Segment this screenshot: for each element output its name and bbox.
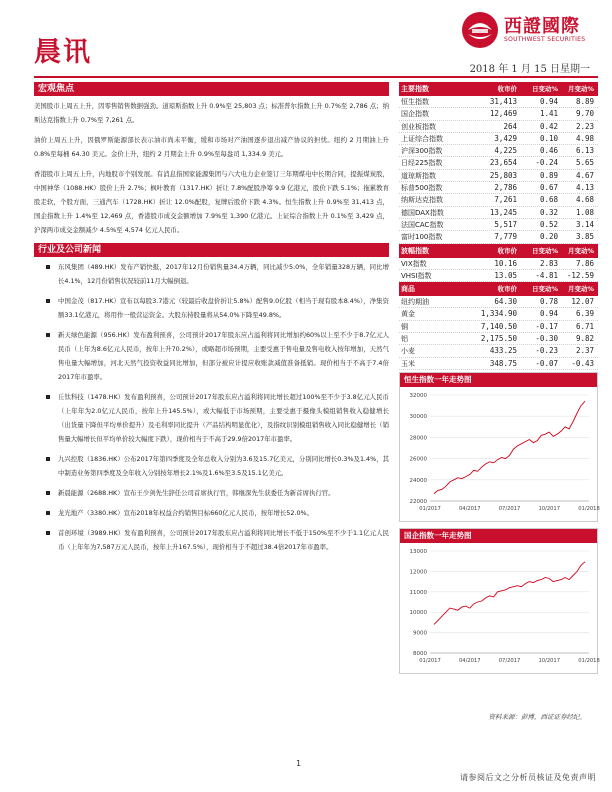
- commodity-cell-close: 433.25: [489, 346, 517, 356]
- index-row: [399, 182, 598, 194]
- volatility-cell-close: 10.16: [494, 258, 517, 268]
- index-cell-close: 4,225: [494, 146, 517, 156]
- x-tick-label: 04/2017: [458, 657, 481, 664]
- volatility-cell-day: 2.83: [539, 258, 558, 268]
- news-text: 东风集团（489.HK）发布产销快报，2017年12月份销售量34.4万辆，同比减少5.0%，全年销量328万辆，同比增长4.1%，12月份销售状况较前11月大幅倒退。: [58, 263, 389, 285]
- index-cell-day: 0.32: [539, 207, 558, 217]
- commodity-cell-day: 0.78: [539, 297, 558, 307]
- bullet-icon: [46, 511, 50, 515]
- volatility-cell-month: 7.86: [575, 258, 594, 268]
- news-item: [34, 294, 389, 322]
- volatility-table-header: [399, 244, 598, 258]
- commodity-cell-month: 2.37: [575, 346, 594, 356]
- news-item: [34, 526, 389, 554]
- x-tick-label: 07/2017: [498, 657, 521, 664]
- index-cell-day: 0.68: [539, 195, 558, 205]
- x-tick-label: 01/2017: [419, 505, 441, 512]
- index-cell-name: 日经225指数: [401, 159, 443, 168]
- masthead-title: 晨讯: [34, 37, 92, 68]
- macro-section-heading: 宏观焦点: [34, 82, 389, 96]
- index-row: [399, 219, 598, 231]
- commodity-cell-name: 小麦: [401, 347, 415, 356]
- hscei-chart-panel: [399, 528, 598, 674]
- commodity-cell-name: 黄金: [401, 310, 415, 319]
- commodity-cell-day: -0.23: [535, 346, 558, 356]
- commodity-cell-close: 2,175.50: [480, 334, 517, 344]
- index-cell-name: 恒生指数: [401, 98, 429, 106]
- footer-disclaimer: 请参阅后文之分析员核证及免责声明: [460, 773, 596, 782]
- index-cell-month: 4.67: [575, 170, 594, 180]
- index-table-body: [399, 96, 598, 244]
- commodity-cell-name: 铜: [401, 322, 408, 331]
- col-header: 波幅指数: [401, 246, 429, 255]
- index-cell-close: 3,429: [494, 133, 517, 143]
- bullet-icon: [46, 299, 50, 303]
- index-row: [399, 170, 598, 182]
- commodity-row: [399, 345, 598, 357]
- index-cell-day: 0.20: [539, 232, 558, 242]
- y-tick-label: 12000: [409, 569, 427, 576]
- index-cell-name: 国企指数: [401, 110, 429, 119]
- index-cell-day: 0.94: [539, 97, 558, 106]
- index-table: [399, 82, 598, 244]
- volatility-cell-name: VIX指数: [401, 259, 427, 268]
- volatility-cell-day: -4.81: [535, 270, 558, 280]
- index-row: [399, 133, 598, 145]
- source-note: 资料来源：彭博，西证证券经纪。: [488, 713, 586, 721]
- x-tick-label: 01/2017: [419, 657, 441, 664]
- index-cell-close: 7,779: [494, 232, 517, 242]
- commodity-cell-month: 9.82: [575, 334, 594, 344]
- col-header: 收市价: [497, 85, 517, 93]
- commodity-row: [399, 308, 598, 320]
- y-tick-label: 9000: [413, 630, 427, 637]
- volatility-table-body: [399, 258, 598, 283]
- commodity-cell-day: 0.94: [539, 309, 558, 319]
- volatility-cell-month: -12.59: [566, 270, 594, 280]
- index-row: [399, 194, 598, 206]
- news-text: 龙光地产（3380.HK）宣布2018年权益合约销售目标660亿元人民币，按年增长52.0%。: [58, 509, 313, 517]
- news-text: 首创环境（3989.HK）发布盈利预喜，公司预计2017年股东应占溢利将同比增长不低于150%至不少于1.1亿元人民币（上年年为7,587万元人民币，按年上升167.5%），现价相当于不超过38.4倍2017年市盈率。: [58, 529, 389, 551]
- index-cell-name: 创业板指数: [401, 122, 436, 131]
- left-column: [34, 82, 389, 560]
- commodity-row: [399, 296, 598, 308]
- y-tick-label: 32000: [409, 392, 427, 399]
- right-column: [399, 82, 598, 674]
- x-tick-label: 10/2017: [538, 505, 561, 512]
- commodity-row: [399, 333, 598, 345]
- index-cell-day: 0.89: [539, 170, 558, 180]
- index-cell-day: 0.52: [539, 219, 558, 229]
- commodity-cell-month: -0.43: [571, 358, 594, 368]
- volatility-row: [399, 270, 598, 282]
- bullet-icon: [46, 491, 50, 495]
- col-header: 日变动%: [531, 246, 558, 255]
- commodity-cell-day: -0.07: [535, 358, 558, 368]
- news-text: 新天绿色能源（956.HK）发布盈利预喜，公司预计2017年股东应占溢利将同比增加约60%以上至不少于8.7亿元人民币（上年为8.6亿元人民币，按年上升70.2%），或略超市场预期，主要受惠于售电量及售电收入按年增加，天然气售电量大幅增加，河北天然气投资收益同比增加，但部分被应计提应收账款减值准备抵销。现价相当于不高于7.4倍2017年市盈率。: [58, 331, 389, 381]
- col-header: 日变动%: [531, 85, 558, 93]
- index-cell-day: 0.42: [539, 121, 558, 131]
- bullet-icon: [46, 333, 50, 337]
- commodity-cell-close: 348.75: [489, 358, 517, 368]
- y-tick-label: 22000: [409, 498, 427, 505]
- company-logo: [458, 10, 598, 54]
- y-tick-label: 13000: [409, 548, 427, 555]
- index-row: [399, 145, 598, 157]
- news-item: [34, 452, 389, 480]
- bullet-icon: [46, 395, 50, 399]
- commodity-table-body: [399, 296, 598, 370]
- index-cell-month: 4.68: [575, 195, 594, 205]
- industry-section-heading: 行业及公司新闻: [34, 243, 389, 257]
- commodity-cell-month: 6.39: [575, 309, 594, 319]
- y-tick-label: 24000: [409, 477, 427, 484]
- news-text: 中国金茂（817.HK）宣布以每股3.7港元（较最后收盘价折让5.8%）配售9.0亿股（相当于现有股本8.4%），净集资额33.1亿港元，将用作一般营运资金。大股东持股量将从54.0%下降至49.8%。: [58, 297, 389, 319]
- x-tick-label: 01/2018: [578, 505, 600, 512]
- index-row: [399, 96, 598, 108]
- volatility-row: [399, 258, 598, 270]
- volatility-cell-close: 13.05: [494, 270, 517, 280]
- page-number: 1: [296, 759, 302, 768]
- news-text: 丘钛科技（1478.HK）发布盈利预喜，公司预计2017年股东应占溢利将同比增长超过100%至不少于3.8亿元人民币（上年年为2.0亿元人民币，按年上升145.5%），或大幅低于市场预期，主要受惠于摄像头模组销售收入稳健增长（出货量下降但平均单价提升）及毛利率同比提升（产品结构明显优化），及指纹识别模组销售收入同比稳健增长（销售量大幅增长但平均单价较大幅度下跌），现价相当于不高于29.9倍2017年市盈率。: [58, 393, 389, 443]
- news-item: [34, 260, 389, 288]
- hsi-line-chart: [400, 387, 600, 517]
- index-cell-month: 9.70: [575, 109, 594, 119]
- index-cell-month: 8.89: [575, 97, 594, 106]
- index-cell-name: 纳斯达克指数: [401, 196, 443, 205]
- news-item: [34, 390, 389, 446]
- hscei-chart-title: 国企指数一年走势图: [400, 529, 597, 543]
- x-tick-label: 01/2018: [578, 657, 600, 664]
- index-cell-name: 德国DAX指数: [401, 208, 444, 217]
- bullet-icon: [46, 531, 50, 535]
- volatility-table: [399, 244, 598, 283]
- index-cell-day: 1.41: [539, 109, 558, 119]
- volatility-cell-name: VHSI指数: [401, 271, 432, 280]
- col-header: 月变动%: [567, 285, 594, 294]
- logo-english: SOUTHWEST SECURITIES: [504, 36, 586, 43]
- y-tick-label: 8000: [413, 650, 427, 657]
- macro-paragraph: 美国股市上周五上升，因零售销售数据强劲。道琼斯指数上升 0.9%至 25,803 点；标准普尔指数上升 0.7%至 2,786 点；纳斯达克指数上升 0.7%至 7,261 点。: [34, 102, 389, 124]
- commodity-table-header: [399, 282, 598, 296]
- index-cell-close: 264: [503, 121, 517, 131]
- macro-paragraph: 油价上周五上升，因俄罗斯能源部长表示油市尚未平衡，缓和市场对产油国逐步退出减产协议的担忧。纽约 2 月期油上升 0.8%至每桶 64.30 美元。金价上升，纽约 2 月期金上升 0.9%至每盎司 1,334.9 美元。: [34, 136, 389, 158]
- index-row: [399, 157, 598, 169]
- col-header: 月变动%: [567, 246, 594, 255]
- index-cell-close: 2,786: [494, 183, 517, 193]
- news-text: 新晨能源（2688.HK）宣布王少剑先生辞任公司首席执行官，韩继深先生获委任为新首席执行官。: [58, 489, 335, 497]
- commodity-cell-close: 1,334.90: [480, 309, 517, 319]
- commodity-cell-day: -0.17: [535, 321, 558, 331]
- hsi-chart-panel: [399, 372, 598, 522]
- index-cell-name: 法国CAC指数: [401, 220, 444, 229]
- index-cell-name: 道琼斯指数: [401, 171, 436, 180]
- commodity-cell-month: 6.71: [575, 321, 594, 331]
- index-cell-name: 富时100指数: [401, 233, 443, 242]
- news-item: [34, 486, 389, 500]
- index-cell-close: 31,413: [489, 97, 517, 106]
- y-tick-label: 11000: [409, 589, 427, 596]
- news-item: [34, 328, 389, 384]
- index-cell-month: 1.08: [575, 207, 594, 217]
- index-cell-month: 3.14: [575, 219, 594, 229]
- index-cell-month: 6.13: [575, 146, 594, 156]
- hscei-line-chart: [400, 543, 600, 669]
- y-tick-label: 26000: [409, 456, 427, 463]
- logo-chinese: 西證國際: [504, 16, 580, 37]
- bullet-icon: [46, 265, 50, 269]
- index-cell-day: 0.67: [539, 183, 558, 193]
- index-cell-month: 4.98: [575, 133, 594, 143]
- col-header: 月变动%: [567, 85, 594, 93]
- header-divider: [34, 76, 598, 78]
- index-cell-name: 上证综合指数: [401, 134, 443, 143]
- index-cell-name: 沪深300指数: [401, 147, 443, 156]
- hsi-chart-title: 恒生指数一年走势图: [400, 373, 597, 387]
- commodity-cell-name: 纽约期油: [401, 298, 429, 307]
- commodity-cell-day: -0.30: [535, 334, 558, 344]
- index-cell-day: 0.10: [539, 133, 558, 143]
- index-row: [399, 207, 598, 219]
- bullet-icon: [46, 457, 50, 461]
- x-tick-label: 10/2017: [538, 657, 561, 664]
- index-row: [399, 231, 598, 243]
- commodity-cell-month: 12.07: [571, 297, 594, 307]
- index-cell-close: 12,469: [489, 109, 517, 119]
- macro-paragraph: 香港股市上周五上升，内地股市个别发展。有消息指国家能源集团与六大电力企业签订三年期煤电中长期合同，提振煤炭股，中国神华（1088.HK）股价上升 2.7%；枫叶教育（1317.HK）折让 7.8%配股净筹 9.9 亿港元，股价下跌 5.1%；拖累教育股走软，个股方面，三通汽车（1728.HK）折让 12.0%配股，复牌后股价下跌 4.3%。恒生指数上升 0.9%至 31,413 点，国企指数上升 1.4%至 12,469 点，香港股市成交金额增加 7.9%至 1,390 亿港元。上证综合指数上升 0.1%至 3,429 点，沪深两市成交金额减少 4.5%至 4,574 亿元人民币。: [34, 170, 389, 234]
- logo-emblem-icon: [460, 10, 500, 50]
- commodity-cell-name: 玉米: [401, 359, 415, 368]
- col-header: 主要指数: [401, 85, 429, 93]
- y-tick-label: 28000: [409, 435, 427, 442]
- index-cell-month: 4.13: [575, 183, 594, 193]
- news-item: [34, 506, 389, 520]
- col-header: 商品: [401, 285, 415, 294]
- index-cell-day: 0.46: [539, 146, 558, 156]
- index-table-header: [399, 82, 598, 96]
- news-text: 九兴控股（1836.HK）公布2017年第四季度及全年总收入分别为3.6及15.7亿美元，分别同比增长0.3%及1.4%，其中制造业务第四季度及全年收入分别按年增长2.1%及1.6%至3.5及15.1亿美元。: [58, 455, 389, 477]
- index-cell-name: 标普500指数: [401, 184, 443, 193]
- commodity-cell-close: 64.30: [494, 297, 517, 307]
- index-cell-close: 13,245: [489, 207, 517, 217]
- x-tick-label: 04/2017: [458, 505, 481, 512]
- x-tick-label: 07/2017: [498, 505, 521, 512]
- index-row: [399, 121, 598, 133]
- commodity-cell-name: 铝: [401, 335, 408, 344]
- y-tick-label: 30000: [409, 414, 427, 421]
- col-header: 收市价: [497, 285, 517, 294]
- commodity-row: [399, 358, 598, 370]
- commodity-table: [399, 282, 598, 370]
- index-cell-close: 23,654: [489, 158, 517, 168]
- col-header: 日变动%: [531, 285, 558, 294]
- index-cell-close: 5,517: [494, 219, 517, 229]
- index-cell-month: 2.23: [575, 121, 594, 131]
- index-cell-close: 25,803: [489, 170, 517, 180]
- report-date: 2018 年 1 月 15 日星期一: [469, 64, 590, 75]
- commodity-cell-close: 7,140.50: [480, 321, 517, 331]
- index-cell-day: -0.24: [535, 158, 558, 168]
- index-cell-close: 7,261: [494, 195, 517, 205]
- index-cell-month: 3.85: [575, 232, 594, 242]
- index-cell-month: 5.65: [575, 158, 594, 168]
- commodity-row: [399, 321, 598, 333]
- col-header: 收市价: [497, 246, 517, 255]
- y-tick-label: 10000: [409, 610, 427, 617]
- index-row: [399, 108, 598, 120]
